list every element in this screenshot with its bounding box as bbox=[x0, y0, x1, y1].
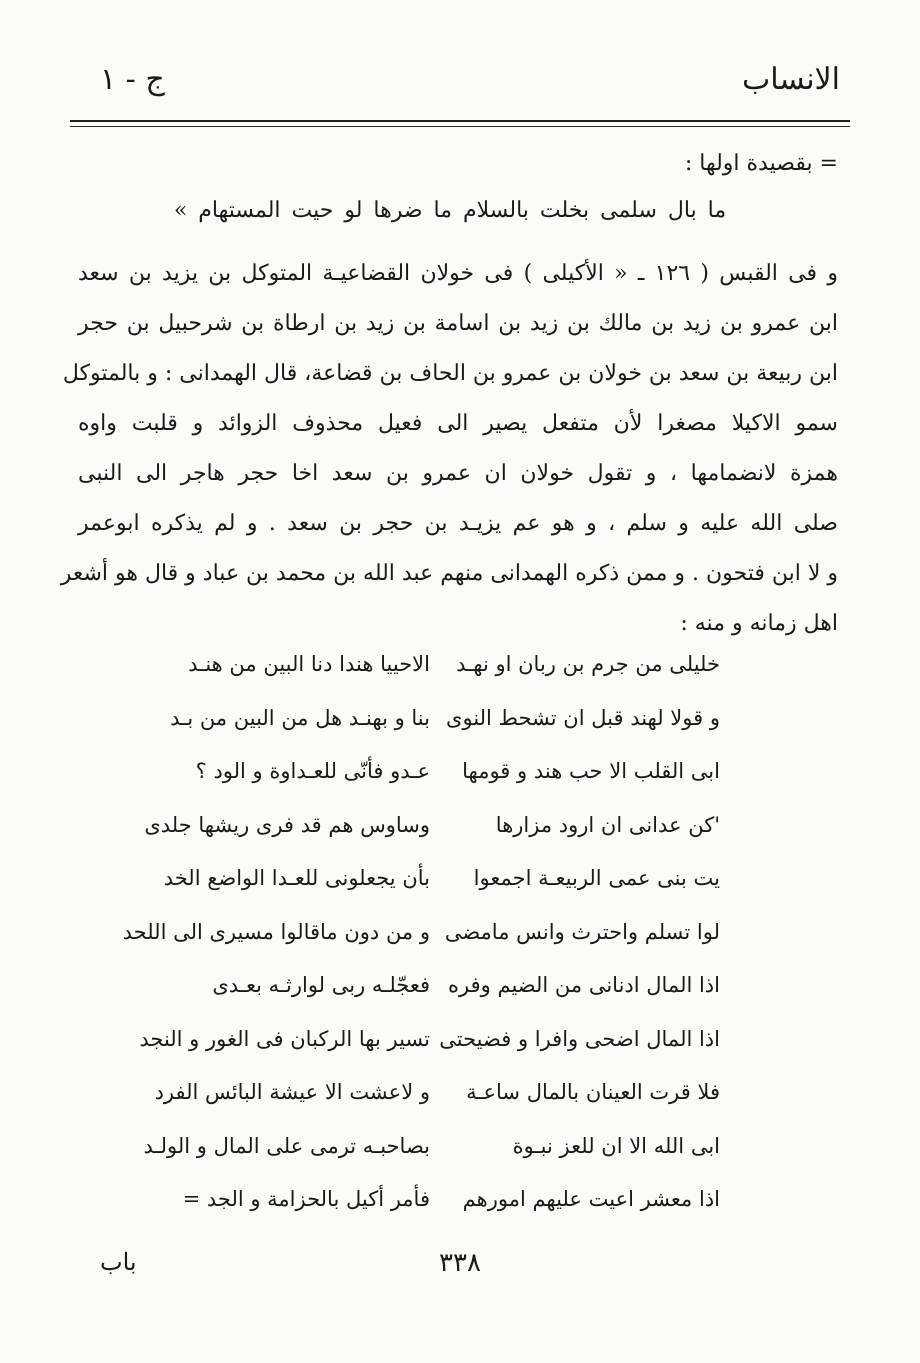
verse-first-hemistich: ابى القلب الا حب هند و قومها bbox=[462, 759, 720, 783]
verse-first-hemistich: و قولا لهند قبل ان تشحط النوى bbox=[446, 705, 720, 730]
running-title: الانساب bbox=[742, 62, 840, 97]
verse-second-hemistich: و لاعشت الا عيشة البائس الفرد bbox=[154, 1080, 430, 1104]
paragraph-line: صلى الله عليه و سلم ، و هو عم يزيـد بن حجر بن سعد . و لم يذكره ابوعمر bbox=[78, 511, 838, 536]
verse-second-hemistich: بنا و بهنـد هل من البين من بـد bbox=[170, 705, 430, 730]
verse-first-hemistich: فلا قرت العينان بالمال ساعـة bbox=[466, 1080, 720, 1104]
verse-first-hemistich: اذا المال ادنانى من الضيم وفره bbox=[448, 973, 720, 997]
paragraph-line: و فى القبس ( ١٢٦ ـ « الأكيلى ) فى خولان القضاعيـة المتوكل بن يزيد بن سعد bbox=[78, 261, 838, 286]
verse-second-hemistich: الاحييا هندا دنا البين من هنـد bbox=[188, 652, 430, 676]
verse-first-hemistich: خليلى من جرم بن ربان او نهـد bbox=[456, 652, 720, 676]
catchword: باب bbox=[100, 1248, 137, 1276]
poem-verse bbox=[110, 1134, 720, 1188]
verse-first-hemistich: ابى الله الا ان للعز نبـوة bbox=[512, 1133, 720, 1158]
page-header bbox=[70, 62, 850, 112]
verse-second-hemistich: فعجّلـه ربى لوارثـه بعـدى bbox=[212, 973, 430, 997]
poem-verse bbox=[110, 866, 720, 920]
header-rule bbox=[70, 120, 850, 122]
poem-verse bbox=[110, 652, 720, 706]
paragraph-line: ابن ربيعة بن سعد بن خولان بن عمرو بن الحاف بن قضاعة، قال الهمدانى : و بالمتوكل bbox=[62, 361, 838, 386]
page-number: ٣٣٨ bbox=[439, 1248, 481, 1278]
header-rule-thin bbox=[70, 126, 850, 127]
paragraph-line: و لا ابن فتحون . و ممن ذكره الهمدانى منهم عبد الله بن محمد بن عباد و قال هو أشعر bbox=[60, 561, 838, 586]
verse-first-hemistich: 'كن عدانى ان ارود مزارها bbox=[495, 812, 720, 837]
verse-second-hemistich: عـدو فأنّى للعـداوة و الود ؟ bbox=[195, 759, 430, 783]
verse-second-hemistich: بأن يجعلونى للعـدا الواضع الخد bbox=[163, 866, 430, 890]
opening-verse: ما بال سلمى بخلت بالسلام ما ضرها لو حيت المستهام » bbox=[173, 198, 727, 223]
poem-verse bbox=[110, 1080, 720, 1134]
verse-first-hemistich: لوا تسلم واحترث وانس مامضى bbox=[444, 919, 720, 944]
volume-number: ج - ١ bbox=[100, 62, 165, 97]
poem-verse bbox=[110, 973, 720, 1027]
paragraph-line: ابن عمرو بن زيد بن مالك بن زيد بن اسامة بن زيد بن ارطاة بن شرحبيل بن حجر bbox=[78, 311, 838, 336]
verse-second-hemistich: و من دون ماقالوا مسيرى الى اللحد bbox=[122, 919, 430, 944]
poem-verse bbox=[110, 920, 720, 974]
paragraph-line: سمو الاكيلا مصغرا لأن متفعل يصير الى فعيل محذوف الزوائد و قلبت واوه bbox=[78, 411, 838, 436]
page-footer bbox=[0, 1248, 920, 1288]
poem-verse bbox=[110, 706, 720, 760]
poem-verse bbox=[110, 759, 720, 813]
verse-second-hemistich: تسير بها الركبان فى الغور و النجد bbox=[139, 1026, 430, 1051]
body-paragraph bbox=[60, 250, 838, 650]
verse-second-hemistich: فأمر أكيل بالحزامة و الجد = bbox=[182, 1187, 430, 1211]
verse-second-hemistich: بصاحبـه ترمى على المال و الولـد bbox=[143, 1133, 430, 1158]
verse-first-hemistich: اذا معشر اعيت عليهم امورهم bbox=[462, 1187, 720, 1211]
paragraph-line: اهل زمانه و منه : bbox=[680, 611, 838, 636]
verse-first-hemistich: اذا المال اضحى وافرا و فضيحتى bbox=[439, 1026, 720, 1051]
paragraph-line: همزة لانضمامها ، و تقول خولان ان عمرو بن سعد اخا حجر هاجر الى النبى bbox=[78, 461, 838, 486]
verse-first-hemistich: يت بنى عمى الربيعـة اجمعوا bbox=[473, 866, 720, 890]
poem-verse bbox=[110, 1027, 720, 1081]
poem-verse bbox=[110, 1187, 720, 1241]
poem-verse bbox=[110, 813, 720, 867]
verse-second-hemistich: وساوس هم قد فرى ريشها جلدى bbox=[144, 812, 430, 837]
poem bbox=[110, 652, 720, 1241]
continuation-line: = بقصيدة اولها : bbox=[684, 151, 838, 176]
